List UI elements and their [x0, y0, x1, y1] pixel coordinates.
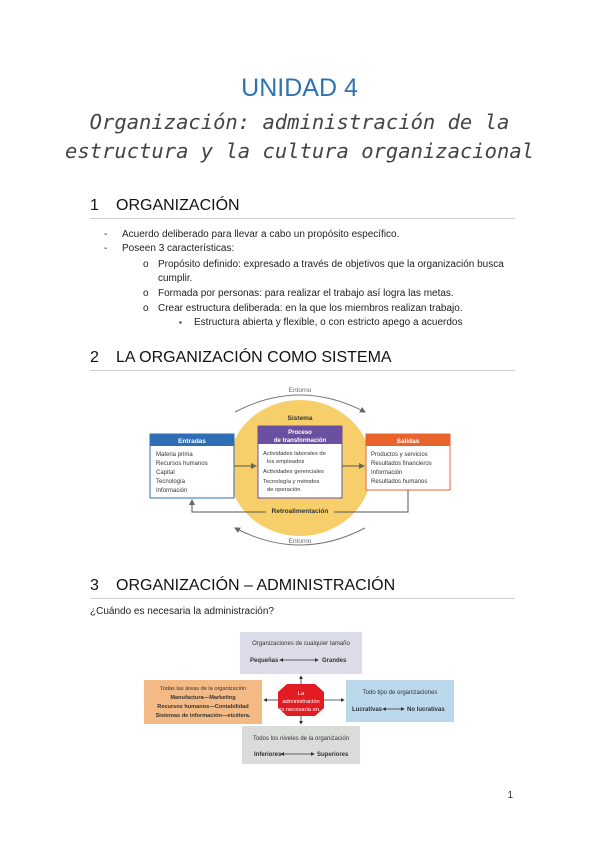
types-left: Lucrativas: [352, 707, 383, 713]
levels-box: [242, 726, 360, 764]
process-title-line2: de transformación: [273, 438, 327, 444]
environment-bottom-label: Entorno: [288, 538, 312, 545]
section-1-heading: [90, 197, 240, 215]
outputs-title: Salidas: [396, 438, 420, 445]
process-line: Actividades laborales de: [263, 451, 326, 457]
list-item: Estructura abierta y flexible, o con estricto apego a acuerdos: [194, 317, 463, 328]
section-3-title: ORGANIZACIÓN – ADMINISTRACIÓN: [116, 577, 396, 594]
section-2-heading: [90, 349, 392, 367]
section-1-number: 1: [90, 197, 99, 214]
unit-title: UNIDAD 4: [241, 74, 358, 102]
levels-title: Todos los niveles de la organización: [252, 736, 350, 742]
inputs-line: Tecnología: [156, 479, 186, 485]
process-line: los empleados: [267, 459, 305, 465]
unit-subtitle: [0, 108, 599, 166]
types-box: [346, 680, 454, 722]
process-title-line1: Proceso: [288, 430, 312, 436]
section-2-rule: [90, 370, 515, 371]
list-bullet: -: [104, 243, 108, 254]
outputs-line: Resultados financieros: [371, 461, 432, 467]
section-3-question: ¿Cuándo es necesaria la administración?: [90, 606, 274, 617]
list-bullet: ▪: [179, 318, 182, 327]
inputs-title: Entradas: [178, 438, 206, 445]
feedback-label: Retroalimentación: [271, 508, 329, 515]
list-item: cumplir.: [158, 273, 193, 284]
center-line: es necesaria en...: [278, 707, 324, 713]
section-3-rule: [90, 598, 515, 599]
list-item: Propósito definido: expresado a través de objetivos que la organización busca: [158, 259, 504, 270]
outputs-line: Información: [371, 470, 403, 476]
inputs-line: Información: [156, 488, 188, 494]
outputs-line: Resultados humanos: [371, 479, 428, 485]
page-number: 1: [507, 790, 513, 801]
list-item: Acuerdo deliberado para llevar a cabo un propósito específico.: [122, 229, 400, 240]
size-left: Pequeñas: [250, 658, 279, 664]
outputs-line: Productos y servicios: [371, 452, 428, 458]
section-1-title: ORGANIZACIÓN: [116, 197, 240, 214]
areas-line: Todas las áreas de la organización: [159, 686, 247, 692]
areas-line: Recursos humanos—Contabilidad: [157, 704, 249, 710]
list-item: Poseen 3 características:: [122, 243, 235, 254]
inputs-line: Capital: [156, 470, 175, 476]
list-item: Formada por personas: para realizar el trabajo así logra las metas.: [158, 288, 454, 299]
process-line: Actividades gerenciales: [263, 469, 324, 475]
list-item: Crear estructura deliberada: en la que los miembros realizan trabajo.: [158, 303, 463, 314]
areas-line: Sistemas de información—etcétera.: [155, 713, 251, 719]
section-3-heading: [90, 577, 395, 595]
environment-top-label: Entorno: [288, 387, 312, 394]
areas-line: Manufactura—Marketing: [170, 695, 236, 701]
list-bullet: o: [143, 259, 149, 270]
process-line: de operación: [267, 487, 301, 493]
section-1-rule: [90, 218, 515, 219]
management-diagram: [140, 628, 460, 768]
levels-right: Superiores: [317, 752, 349, 758]
center-line: La: [297, 691, 305, 697]
list-bullet: o: [143, 303, 149, 314]
levels-left: Inferiores: [254, 752, 282, 758]
types-title: Todo tipo de organizaciones: [362, 690, 438, 696]
center-line: administración: [282, 699, 320, 705]
section-2-number: 2: [90, 349, 99, 366]
unit-subtitle-line2: estructura y la cultura organizacional: [65, 139, 534, 163]
size-title: Organizaciones de cualquier tamaño: [252, 641, 350, 647]
size-box: [240, 632, 362, 674]
inputs-line: Recursos humanos: [156, 461, 208, 467]
process-line: Tecnología y métodos: [263, 479, 320, 485]
system-diagram: [140, 380, 460, 550]
list-bullet: -: [104, 229, 108, 240]
section-2-title: LA ORGANIZACIÓN COMO SISTEMA: [116, 349, 392, 366]
unit-subtitle-line1: Organización: administración de la: [89, 110, 510, 134]
size-right: Grandes: [322, 658, 347, 664]
list-bullet: o: [143, 288, 149, 299]
inputs-line: Materia prima: [156, 452, 193, 458]
section-3-number: 3: [90, 577, 99, 594]
system-label: Sistema: [287, 415, 313, 422]
types-right: No lucrativas: [407, 707, 445, 713]
